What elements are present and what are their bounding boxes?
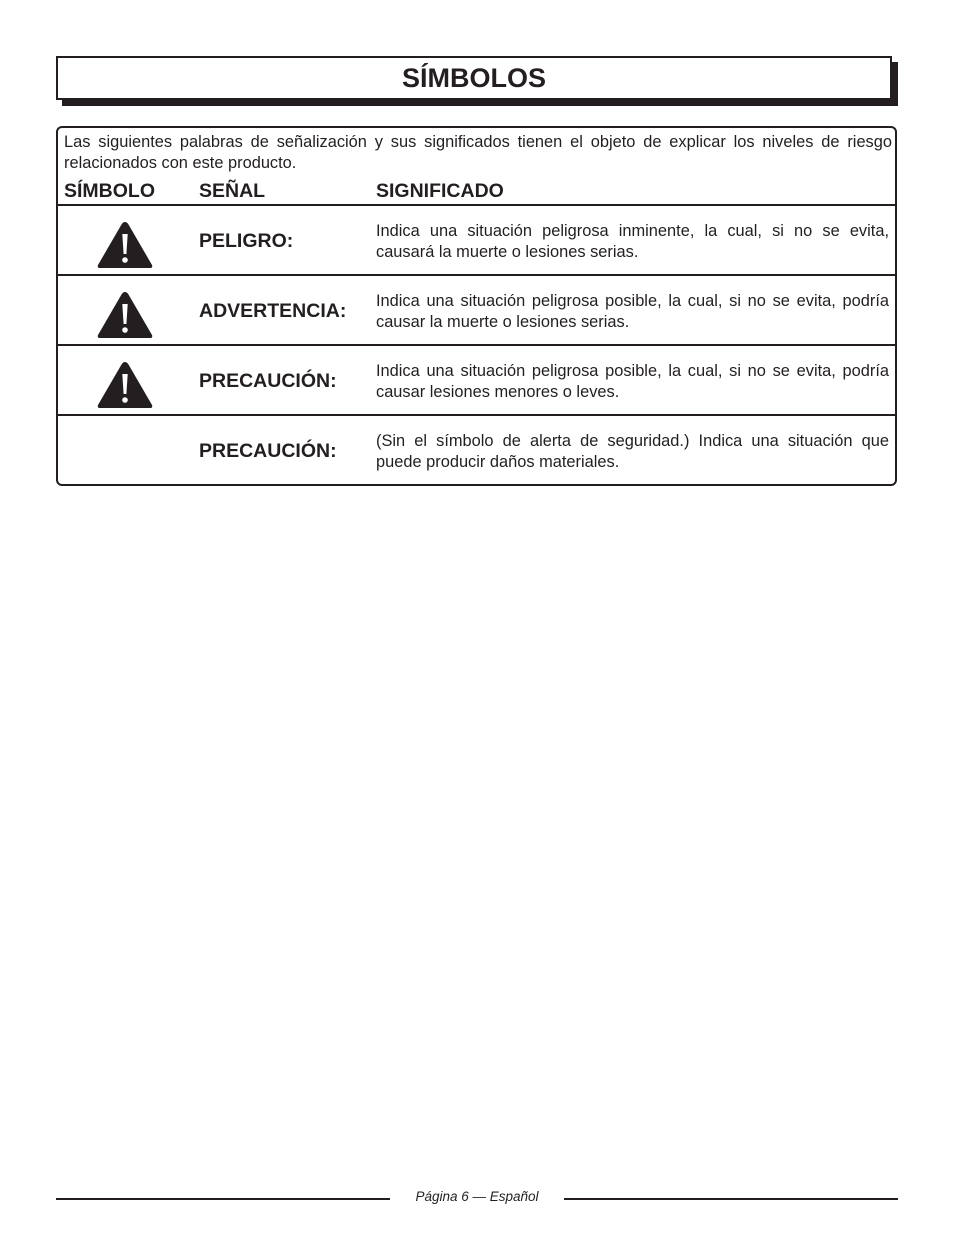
warning-triangle-icon — [96, 360, 154, 410]
table-row-danger — [58, 204, 895, 276]
signal-meaning: (Sin el símbolo de alerta de seguridad.) Indica una situación que puede producir daños materiales. — [376, 432, 889, 471]
signal-meaning: Indica una situación peligrosa inminente, la cual, si no se evita, causará la muerte o lesiones serias. — [376, 222, 889, 261]
table-row-warning — [58, 274, 895, 346]
header-symbol: SÍMBOLO — [64, 180, 155, 202]
signal-word: PRECAUCIÓN: — [199, 369, 337, 392]
header-signal: SEÑAL — [199, 180, 266, 202]
footer-rule-left — [56, 1198, 390, 1200]
signal-word: PRECAUCIÓN: — [199, 439, 337, 462]
footer-page-label: Página 6 — Español — [415, 1189, 539, 1204]
signal-meaning: Indica una situación peligrosa posible, la cual, si no se evita, podría causar la muerte o lesiones serias. — [376, 292, 889, 331]
warning-triangle-icon — [96, 290, 154, 340]
intro-text: Las siguientes palabras de señalización y sus significados tienen el objeto de explicar los niveles de riesgo relacionados con este producto. — [64, 133, 892, 172]
page-title: SÍMBOLOS — [401, 62, 546, 93]
table-row-caution-no-symbol — [58, 414, 895, 486]
signal-word: PELIGRO: — [199, 229, 294, 252]
signal-words-table — [56, 126, 897, 486]
signal-meaning: Indica una situación peligrosa posible, la cual, si no se evita, podría causar lesiones menores o leves. — [376, 362, 889, 401]
signal-word: ADVERTENCIA: — [199, 299, 347, 322]
footer-rule-right — [564, 1198, 898, 1200]
warning-triangle-icon — [96, 220, 154, 270]
header-meaning: SIGNIFICADO — [376, 180, 504, 202]
table-row-caution — [58, 344, 895, 416]
page-title-box — [56, 56, 892, 100]
